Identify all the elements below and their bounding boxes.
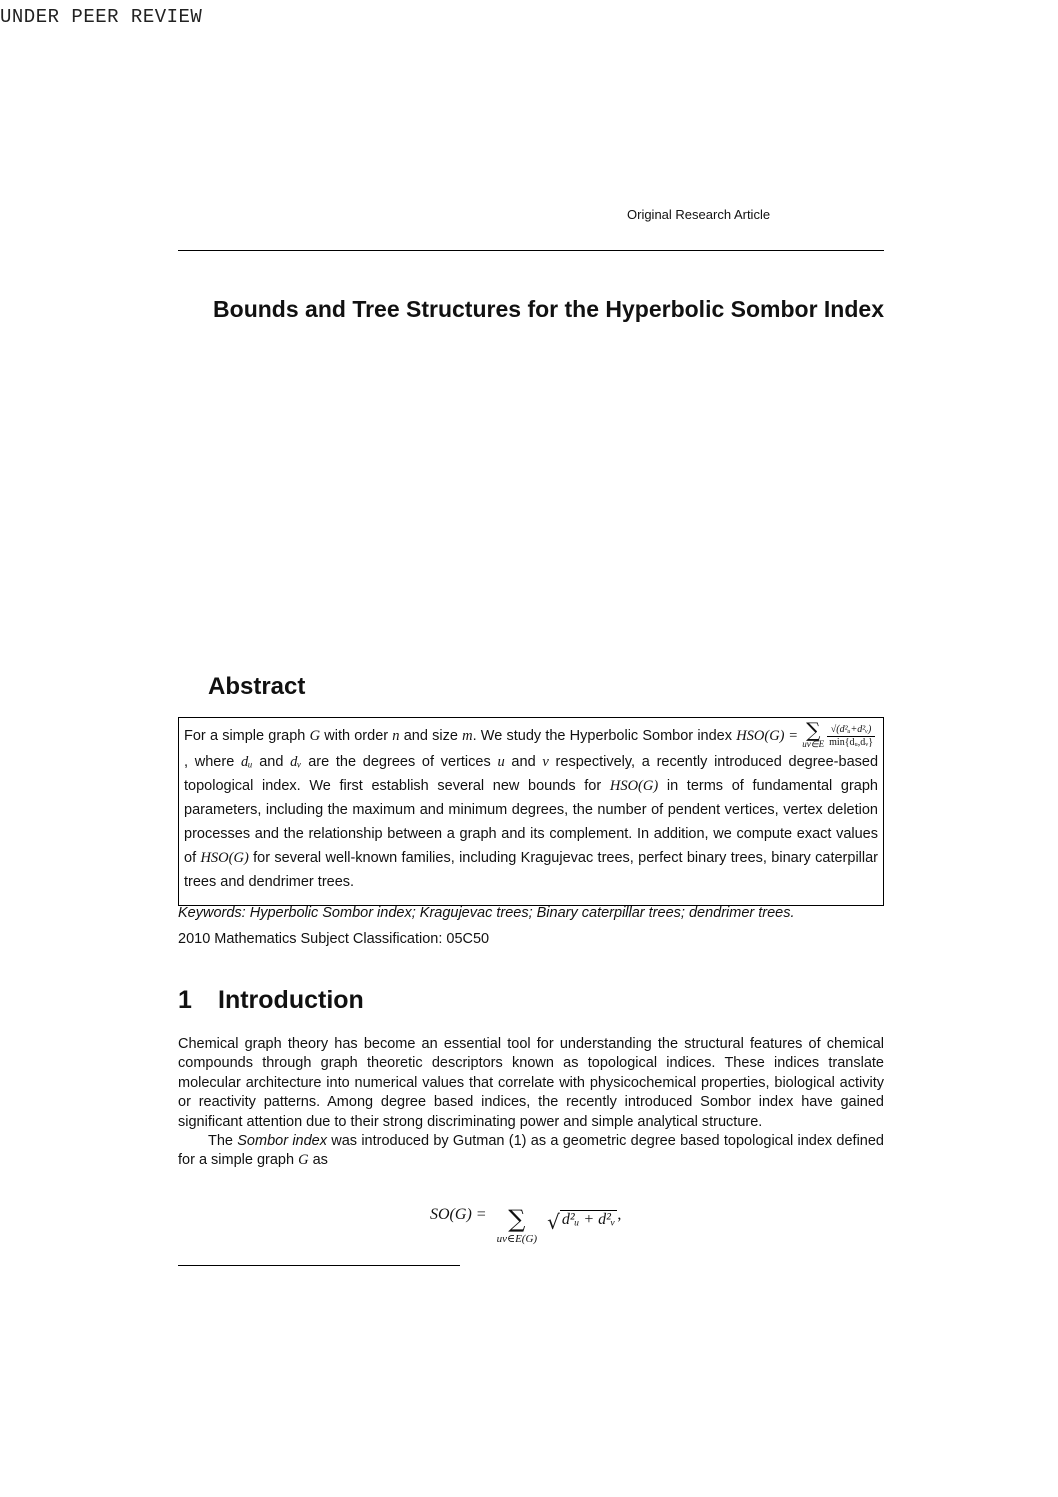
article-type-label: Original Research Article [627,207,771,222]
intro-paragraph-1: Chemical graph theory has become an essential tool for understanding the structural features of chemical compounds through graph theoretic descriptors known as topological indices. These indices translate molecular architecture into numerical values that correlate with physicochemical properties, biological activity or reactivity patterns. Among degree based indices, the recently introduced Sombor index have gained significant attention due to their strong discriminating power and simple analytical structure. [178,1036,884,1130]
keywords: Keywords: Hyperbolic Sombor index; Kragujevac trees; Binary caterpillar trees; dendrimer trees. [178,905,795,921]
formula-square-root: √ d²ᵤ + d²ᵥ [547,1210,616,1234]
section-heading-introduction [178,986,364,1015]
section-number: 1 [178,986,192,1014]
abstract-fraction: $\frac{\text{√(d²ᵤ+d²ᵥ)}}{\text{min\{dᵤ,dᵥ\}}}$ [829,723,874,748]
paper-title: Bounds and Tree Structures for the Hyperbolic Sombor Index [213,296,884,322]
abstract-sum-symbol: ∑ uv∈E [802,718,825,749]
hso-definition: HSO(G) = [736,727,799,744]
header-rule [178,250,884,251]
footnote-rule [178,1265,460,1266]
intro-paragraph-2: The Sombor index was introduced by Gutman (1) as a geometric degree based topological index defined for a simple graph G as [178,1133,884,1169]
peer-review-watermark: UNDER PEER REVIEW [0,6,203,28]
msc-classification: 2010 Mathematics Subject Classification: 05C50 [178,931,490,947]
section-title: Introduction [218,986,364,1014]
introduction-body [178,1035,884,1171]
formula-sum-symbol: ∑ uv∈E(G) [496,1205,538,1245]
abstract-box [178,717,884,906]
abstract-text: For a simple graph G with order n and size m. We study the Hyperbolic Sombor index HSO(G) = ∑ uv∈E $\frac{\text{√(d²ᵤ+d²ᵥ)}}{\text{min\{dᵤ,dᵥ\}}}$ , where dᵤ and dᵥ are the degrees of vertices u and v respectively, a recently introduced degree-based topological index. We first establish several new bounds for HSO(G) in terms of fundamental graph parameters, including the maximum and minimum degrees, the number of pendent vertices, vertex deletion processes and the relationship between a graph and its complement. In addition, we compute exact values of HSO(G) for several well-known families, including Kragujevac trees, perfect binary trees, binary caterpillar trees and dendrimer trees. [184,718,879,890]
sombor-index-formula: SO(G) = ∑ uv∈E(G) √ d²ᵤ + d²ᵥ , [430,1205,622,1245]
abstract-heading: Abstract [208,673,306,700]
